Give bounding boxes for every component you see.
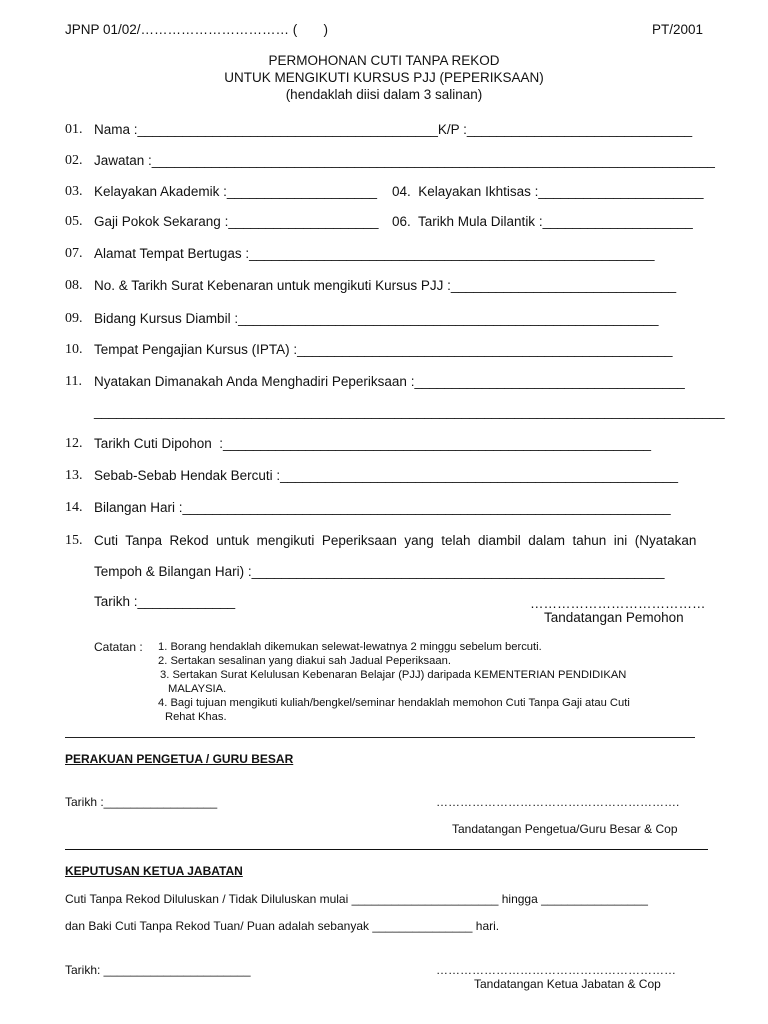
signature-label-pemohon: Tandatangan Pemohon [544, 610, 684, 625]
note-item-3-cont: MALAYSIA. [168, 683, 227, 695]
field-number-02: 02. [65, 153, 83, 168]
field-jawatan[interactable]: Jawatan :___________________________________________________________________________ [94, 153, 715, 168]
field-keputusan-cuti[interactable]: Cuti Tanpa Rekod Diluluskan / Tidak Diluluskan mulai ______________________ hingga ________________ [65, 892, 648, 906]
field-tarikh-cuti-dipohon[interactable]: Tarikh Cuti Dipohon :_________________________________________________________ [94, 436, 652, 451]
form-instruction: (hendaklah diisi dalam 3 salinan) [285, 87, 483, 102]
field-tempat-peperiksaan-line2[interactable]: ____________________________________________________________________________________ [94, 404, 725, 419]
field-bilangan-hari[interactable]: Bilangan Hari :_________________________________________________________________ [94, 500, 671, 515]
field-number-12: 12. [65, 436, 83, 451]
field-number-07: 07. [65, 246, 83, 261]
field-gaji-pokok[interactable]: Gaji Pokok Sekarang :____________________ [94, 214, 379, 229]
field-number-15: 15. [65, 533, 83, 548]
field-bidang-kursus[interactable]: Bidang Kursus Diambil :________________________________________________________ [94, 311, 659, 326]
note-item-4-cont: Rehat Khas. [165, 711, 227, 723]
field-tempat-pengajian[interactable]: Tempat Pengajian Kursus (IPTA) :__________________________________________________ [94, 342, 673, 357]
note-item-2: 2. Sertakan sesalinan yang diakui sah Jadual Peperiksaan. [158, 655, 451, 667]
field-tarikh-mula-dilantik[interactable]: 06. Tarikh Mula Dilantik :____________________ [392, 214, 693, 229]
signature-line-pemohon[interactable]: ………………………………… [530, 596, 706, 611]
field-cuti-diambil: Cuti Tanpa Rekod untuk mengikuti Peperiksaan yang telah diambil dalam tahun ini (Nyatakan [94, 533, 697, 548]
section-divider [65, 737, 695, 738]
field-nama-kp[interactable]: Nama :________________________________________K/P :______________________________ [94, 122, 693, 137]
signature-label-ketua-jabatan: Tandatangan Ketua Jabatan & Cop [474, 977, 661, 991]
field-number-13: 13. [65, 468, 83, 483]
field-tempat-peperiksaan[interactable]: Nyatakan Dimanakah Anda Menghadiri Peperiksaan :____________________________________ [94, 374, 685, 389]
note-item-4: 4. Bagi tujuan mengikuti kuliah/bengkel/seminar hendaklah memohon Cuti Tanpa Gaji atau Cuti [158, 697, 630, 709]
field-kelayakan-ikhtisas[interactable]: 04. Kelayakan Ikhtisas :______________________ [392, 184, 704, 199]
field-number-10: 10. [65, 342, 83, 357]
field-number-09: 09. [65, 311, 83, 326]
field-tarikh-perakuan[interactable]: Tarikh :_________________ [65, 795, 218, 809]
field-tarikh-pemohon[interactable]: Tarikh :_____________ [94, 594, 236, 609]
field-number-01: 01. [65, 122, 83, 137]
field-tempoh-bilangan-hari[interactable]: Tempoh & Bilangan Hari) :_______________________________________________________ [94, 564, 665, 579]
perakuan-heading: PERAKUAN PENGETUA / GURU BESAR [65, 752, 294, 766]
form-reference-code: JPNP 01/02/…………………………… ( ) [65, 22, 329, 37]
field-baki-cuti[interactable]: dan Baki Cuti Tanpa Rekod Tuan/ Puan adalah sebanyak _______________ hari. [65, 919, 500, 933]
field-number-14: 14. [65, 500, 83, 515]
signature-label-pengetua: Tandatangan Pengetua/Guru Besar & Cop [452, 822, 678, 836]
field-number-11: 11. [65, 374, 82, 389]
notes-label: Catatan : [94, 640, 143, 654]
form-subtitle: UNTUK MENGIKUTI KURSUS PJJ (PEPERIKSAAN) [224, 70, 544, 85]
form-title: PERMOHONAN CUTI TANPA REKOD [268, 53, 500, 68]
field-kelayakan-akademik[interactable]: Kelayakan Akademik :____________________ [94, 184, 377, 199]
field-alamat-tempat-bertugas[interactable]: Alamat Tempat Bertugas :______________________________________________________ [94, 246, 655, 261]
field-number-03: 03. [65, 184, 83, 199]
note-item-3: 3. Sertakan Surat Kelulusan Kebenaran Belajar (PJJ) daripada KEMENTERIAN PENDIDIKAN [160, 669, 627, 681]
signature-line-pengetua[interactable]: ……………………………………………………. [436, 795, 680, 809]
signature-line-ketua-jabatan[interactable]: …………………………………………………… [436, 963, 676, 977]
section-divider-2 [65, 849, 708, 850]
form-code-pt: PT/2001 [652, 22, 704, 37]
keputusan-heading: KEPUTUSAN KETUA JABATAN [65, 864, 243, 878]
field-number-08: 08. [65, 278, 83, 293]
field-number-05: 05. [65, 214, 83, 229]
field-tarikh-keputusan[interactable]: Tarikh: ______________________ [65, 963, 251, 977]
note-item-1: 1. Borang hendaklah dikemukan selewat-lewatnya 2 minggu sebelum bercuti. [158, 641, 542, 653]
field-sebab-bercuti[interactable]: Sebab-Sebab Hendak Bercuti :_____________________________________________________ [94, 468, 679, 483]
field-surat-kebenaran[interactable]: No. & Tarikh Surat Kebenaran untuk mengikuti Kursus PJJ :______________________________ [94, 278, 677, 293]
